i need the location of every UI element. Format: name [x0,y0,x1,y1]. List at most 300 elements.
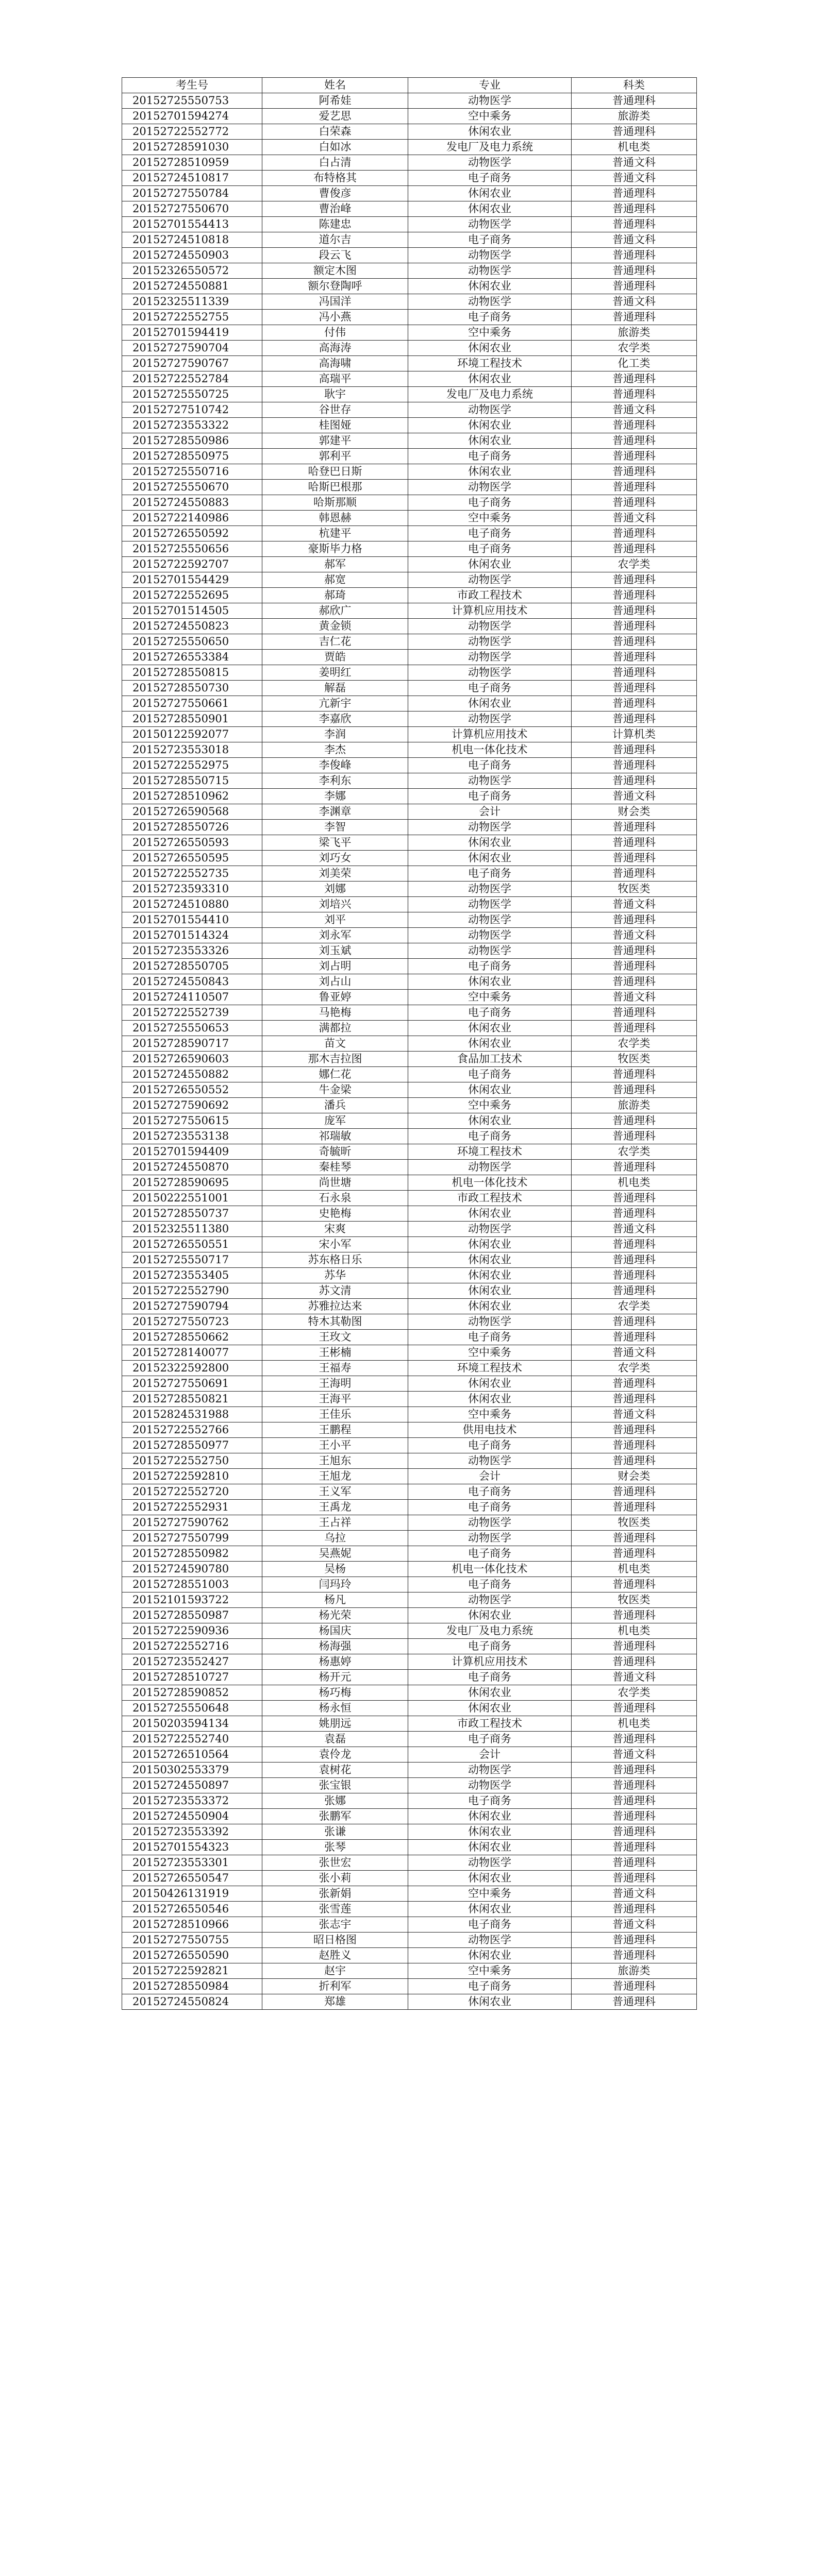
cell-major: 电子商务 [408,449,572,464]
cell-major: 电子商务 [408,232,572,248]
table-row [122,650,697,665]
cell-exam-id: 20152727510742 [122,402,262,418]
cell-major: 休闲农业 [408,1252,572,1268]
cell-major: 休闲农业 [408,1809,572,1824]
cell-name: 杨光荣 [262,1608,408,1623]
cell-category: 普通理科 [572,124,697,140]
cell-category: 普通理科 [572,711,697,727]
cell-exam-id: 20152728551003 [122,1577,262,1592]
cell-name: 郭利平 [262,449,408,464]
table-row [122,943,697,959]
cell-name: 王旭龙 [262,1469,408,1484]
cell-category: 普通理科 [572,851,697,866]
cell-category: 机电类 [572,1175,697,1191]
cell-category: 普通理科 [572,1577,697,1592]
cell-exam-id: 20152727550615 [122,1113,262,1129]
table-row [122,1082,697,1098]
cell-category: 牧医类 [572,1052,697,1067]
table-row [122,1685,697,1701]
cell-exam-id: 20152325511380 [122,1222,262,1237]
cell-category: 普通文科 [572,897,697,912]
cell-exam-id: 20152728510727 [122,1670,262,1685]
table-row [122,634,697,650]
cell-name: 郝军 [262,557,408,572]
table-row [122,402,697,418]
cell-category: 普通理科 [572,418,697,433]
table-row [122,1531,697,1546]
cell-name: 宋爽 [262,1222,408,1237]
cell-name: 王海明 [262,1376,408,1392]
cell-major: 空中乘务 [408,1407,572,1422]
cell-major: 环境工程技术 [408,1361,572,1376]
table-row [122,1330,697,1345]
table-row [122,1592,697,1608]
cell-name: 王旭东 [262,1453,408,1469]
table-row [122,789,697,804]
cell-category: 普通文科 [572,294,697,310]
cell-category: 普通理科 [572,588,697,603]
cell-major: 休闲农业 [408,1824,572,1840]
cell-category: 普通文科 [572,402,697,418]
cell-exam-id: 20152724550824 [122,1994,262,2010]
cell-category: 普通理科 [572,93,697,109]
cell-name: 杨开元 [262,1670,408,1685]
cell-exam-id: 20152322592800 [122,1361,262,1376]
cell-category: 普通理科 [572,1546,697,1562]
cell-major: 休闲农业 [408,557,572,572]
cell-name: 梁飞平 [262,835,408,851]
cell-exam-id: 20152724550882 [122,1067,262,1082]
cell-exam-id: 20152725550650 [122,634,262,650]
cell-major: 动物医学 [408,155,572,171]
cell-major: 电子商务 [408,1639,572,1654]
cell-major: 休闲农业 [408,1902,572,1917]
table-row [122,109,697,124]
cell-name: 张雪莲 [262,1902,408,1917]
cell-exam-id: 20152701554429 [122,572,262,588]
cell-major: 电子商务 [408,1732,572,1747]
cell-major: 电子商务 [408,1484,572,1500]
cell-category: 普通理科 [572,1484,697,1500]
table-row [122,1670,697,1685]
cell-exam-id: 20152724510817 [122,171,262,186]
cell-exam-id: 20152723553322 [122,418,262,433]
table-row [122,696,697,711]
cell-category: 旅游类 [572,1098,697,1113]
cell-category: 普通文科 [572,511,697,526]
cell-exam-id: 20152727590692 [122,1098,262,1113]
cell-major: 电子商务 [408,1438,572,1453]
cell-name: 郝欣广 [262,603,408,619]
table-row [122,1608,697,1623]
cell-name: 刘平 [262,912,408,928]
cell-major: 动物医学 [408,634,572,650]
cell-category: 普通理科 [572,217,697,232]
cell-major: 电子商务 [408,1067,572,1082]
cell-major: 休闲农业 [408,1948,572,1963]
cell-category: 普通理科 [572,1021,697,1036]
cell-exam-id: 20152724550904 [122,1809,262,1824]
cell-category: 普通理科 [572,1824,697,1840]
cell-category: 普通理科 [572,1376,697,1392]
cell-category: 普通文科 [572,171,697,186]
table-row [122,1005,697,1021]
column-header-category: 科类 [572,78,697,93]
table-row [122,480,697,495]
cell-category: 普通理科 [572,1701,697,1716]
cell-exam-id: 20152726550590 [122,1948,262,1963]
cell-name: 杨海强 [262,1639,408,1654]
cell-major: 休闲农业 [408,279,572,294]
cell-exam-id: 20152723553018 [122,742,262,758]
cell-major: 动物医学 [408,93,572,109]
cell-category: 普通理科 [572,526,697,541]
cell-name: 哈登巴日斯 [262,464,408,480]
table-row [122,541,697,557]
cell-exam-id: 20152727590704 [122,341,262,356]
cell-exam-id: 20152722140986 [122,511,262,526]
cell-category: 普通理科 [572,464,697,480]
cell-name: 桂图娅 [262,418,408,433]
cell-major: 计算机应用技术 [408,1654,572,1670]
table-row [122,882,697,897]
cell-category: 普通理科 [572,696,697,711]
cell-name: 额尔登陶呼 [262,279,408,294]
cell-name: 王玫文 [262,1330,408,1345]
cell-exam-id: 20152325511339 [122,294,262,310]
cell-category: 普通理科 [572,866,697,882]
cell-name: 李利东 [262,773,408,789]
cell-category: 普通理科 [572,1252,697,1268]
table-row [122,1654,697,1670]
cell-major: 休闲农业 [408,1392,572,1407]
cell-major: 休闲农业 [408,1237,572,1252]
cell-major: 休闲农业 [408,1268,572,1283]
cell-major: 电子商务 [408,1129,572,1144]
cell-name: 亢新宇 [262,696,408,711]
cell-category: 普通文科 [572,990,697,1005]
cell-name: 娜仁花 [262,1067,408,1082]
cell-name: 张小莉 [262,1871,408,1886]
cell-category: 普通理科 [572,480,697,495]
cell-major: 供用电技术 [408,1422,572,1438]
table-row [122,1036,697,1052]
cell-category: 机电类 [572,140,697,155]
cell-major: 休闲农业 [408,1206,572,1222]
cell-exam-id: 20152728550815 [122,665,262,681]
cell-name: 石永泉 [262,1191,408,1206]
table-row [122,1129,697,1144]
table-row [122,1917,697,1933]
cell-exam-id: 20152727550723 [122,1314,262,1330]
cell-major: 动物医学 [408,897,572,912]
cell-name: 杨巧梅 [262,1685,408,1701]
cell-name: 张世宏 [262,1855,408,1871]
cell-major: 空中乘务 [408,1345,572,1361]
cell-exam-id: 20152726553384 [122,650,262,665]
cell-category: 普通理科 [572,248,697,263]
cell-exam-id: 20152722590936 [122,1623,262,1639]
table-row [122,928,697,943]
cell-major: 发电厂及电力系统 [408,387,572,402]
cell-category: 普通理科 [572,820,697,835]
cell-major: 市政工程技术 [408,1716,572,1732]
cell-category: 计算机类 [572,727,697,742]
cell-category: 普通理科 [572,1608,697,1623]
cell-category: 普通理科 [572,495,697,511]
cell-name: 哈斯那顺 [262,495,408,511]
cell-exam-id: 20152725550716 [122,464,262,480]
cell-name: 马艳梅 [262,1005,408,1021]
cell-category: 普通理科 [572,572,697,588]
cell-category: 普通理科 [572,1129,697,1144]
cell-exam-id: 20152728591030 [122,140,262,155]
table-header-row [122,78,697,93]
cell-category: 普通理科 [572,1855,697,1871]
cell-category: 普通文科 [572,1747,697,1762]
cell-name: 张娜 [262,1793,408,1809]
cell-name: 谷世存 [262,402,408,418]
cell-name: 折利军 [262,1979,408,1994]
cell-exam-id: 20152701554323 [122,1840,262,1855]
cell-exam-id: 20152728550662 [122,1330,262,1345]
cell-major: 动物医学 [408,1778,572,1793]
cell-name: 曹俊彦 [262,186,408,201]
cell-exam-id: 20152824531988 [122,1407,262,1422]
cell-name: 韩恩赫 [262,511,408,526]
cell-name: 昭日格图 [262,1933,408,1948]
table-row [122,341,697,356]
table-row [122,1933,697,1948]
cell-major: 食品加工技术 [408,1052,572,1067]
cell-name: 付伟 [262,325,408,341]
cell-major: 动物医学 [408,928,572,943]
cell-name: 曹治峰 [262,201,408,217]
cell-exam-id: 20152725550648 [122,1701,262,1716]
table-row [122,1948,697,1963]
admission-roster-table [122,77,697,2010]
table-row [122,1252,697,1268]
cell-major: 电子商务 [408,1670,572,1685]
cell-exam-id: 20152728510962 [122,789,262,804]
cell-category: 普通理科 [572,1500,697,1515]
cell-exam-id: 20152728510959 [122,155,262,171]
cell-name: 杭建平 [262,526,408,541]
cell-name: 白占清 [262,155,408,171]
table-row [122,1716,697,1732]
cell-category: 普通理科 [572,1392,697,1407]
cell-major: 电子商务 [408,1500,572,1515]
cell-exam-id: 20152724550843 [122,974,262,990]
table-row [122,1175,697,1191]
table-row [122,1052,697,1067]
cell-major: 电子商务 [408,866,572,882]
cell-major: 电子商务 [408,1577,572,1592]
cell-name: 郭建平 [262,433,408,449]
cell-name: 耿宇 [262,387,408,402]
cell-name: 李俊峰 [262,758,408,773]
cell-major: 电子商务 [408,1979,572,1994]
table-row [122,897,697,912]
table-row [122,1577,697,1592]
cell-exam-id: 20152701554413 [122,217,262,232]
cell-major: 电子商务 [408,541,572,557]
cell-major: 电子商务 [408,171,572,186]
table-row [122,140,697,155]
cell-category: 普通理科 [572,974,697,990]
cell-major: 电子商务 [408,1917,572,1933]
cell-exam-id: 20152728590695 [122,1175,262,1191]
cell-exam-id: 20152722552750 [122,1453,262,1469]
cell-category: 普通理科 [572,650,697,665]
cell-major: 动物医学 [408,1515,572,1531]
table-row [122,511,697,526]
cell-exam-id: 20152728550737 [122,1206,262,1222]
cell-exam-id: 20152724110507 [122,990,262,1005]
cell-exam-id: 20152101593722 [122,1592,262,1608]
cell-exam-id: 20152726550547 [122,1871,262,1886]
cell-category: 财会类 [572,804,697,820]
table-row [122,1623,697,1639]
table-row [122,171,697,186]
cell-major: 发电厂及电力系统 [408,1623,572,1639]
cell-category: 旅游类 [572,325,697,341]
cell-major: 休闲农业 [408,1701,572,1716]
cell-category: 普通理科 [572,1933,697,1948]
table-row [122,1392,697,1407]
cell-category: 普通理科 [572,1113,697,1129]
table-row [122,1747,697,1762]
table-row [122,557,697,572]
cell-major: 休闲农业 [408,1113,572,1129]
cell-category: 普通理科 [572,1531,697,1546]
cell-name: 刘占明 [262,959,408,974]
cell-exam-id: 20152727590794 [122,1299,262,1314]
cell-major: 动物医学 [408,665,572,681]
cell-category: 普通文科 [572,789,697,804]
table-row [122,974,697,990]
cell-category: 机电类 [572,1716,697,1732]
cell-name: 王海平 [262,1392,408,1407]
cell-exam-id: 20152701514505 [122,603,262,619]
cell-exam-id: 20152722552695 [122,588,262,603]
cell-name: 张志宇 [262,1917,408,1933]
table-row [122,1144,697,1160]
cell-name: 袁树花 [262,1762,408,1778]
cell-category: 普通文科 [572,1222,697,1237]
cell-major: 休闲农业 [408,696,572,711]
cell-name: 张新娟 [262,1886,408,1902]
cell-exam-id: 20152724550897 [122,1778,262,1793]
cell-category: 普通理科 [572,279,697,294]
cell-major: 动物医学 [408,650,572,665]
cell-name: 贾皓 [262,650,408,665]
cell-category: 普通理科 [572,1191,697,1206]
cell-exam-id: 20152726590603 [122,1052,262,1067]
table-row [122,1113,697,1129]
cell-major: 休闲农业 [408,341,572,356]
cell-exam-id: 20152701554410 [122,912,262,928]
cell-exam-id: 20152727550661 [122,696,262,711]
table-row [122,1994,697,2010]
cell-major: 动物医学 [408,1762,572,1778]
table-row [122,1361,697,1376]
table-row [122,1206,697,1222]
cell-exam-id: 20152726550546 [122,1902,262,1917]
cell-category: 农学类 [572,1685,697,1701]
cell-name: 郝宽 [262,572,408,588]
cell-major: 发电厂及电力系统 [408,140,572,155]
cell-major: 动物医学 [408,882,572,897]
cell-major: 动物医学 [408,912,572,928]
table-row [122,155,697,171]
table-row [122,711,697,727]
cell-name: 袁伶龙 [262,1747,408,1762]
cell-exam-id: 20152722552931 [122,1500,262,1515]
cell-major: 休闲农业 [408,1082,572,1098]
cell-category: 普通理科 [572,959,697,974]
cell-name: 刘巧女 [262,851,408,866]
cell-name: 解磊 [262,681,408,696]
cell-exam-id: 20152728140077 [122,1345,262,1361]
table-row [122,1067,697,1082]
cell-name: 阿希娃 [262,93,408,109]
cell-name: 冯小燕 [262,310,408,325]
table-row [122,1546,697,1562]
table-row [122,1453,697,1469]
cell-exam-id: 20152723553301 [122,1855,262,1871]
cell-major: 休闲农业 [408,1283,572,1299]
cell-category: 普通理科 [572,773,697,789]
table-row [122,325,697,341]
cell-name: 杨国庆 [262,1623,408,1639]
cell-major: 动物医学 [408,294,572,310]
cell-exam-id: 20152723552427 [122,1654,262,1670]
cell-category: 普通理科 [572,1268,697,1283]
cell-exam-id: 20152722552716 [122,1639,262,1654]
cell-category: 农学类 [572,1361,697,1376]
table-row [122,1222,697,1237]
cell-category: 普通理科 [572,541,697,557]
cell-name: 张鹏军 [262,1809,408,1824]
cell-major: 动物医学 [408,943,572,959]
cell-major: 动物医学 [408,619,572,634]
table-row [122,665,697,681]
table-row [122,464,697,480]
cell-exam-id: 20152723553138 [122,1129,262,1144]
cell-exam-id: 20152723553372 [122,1793,262,1809]
cell-name: 苏雅拉达来 [262,1299,408,1314]
table-row [122,1732,697,1747]
cell-name: 那木吉拉图 [262,1052,408,1067]
cell-name: 苏东格日乐 [262,1252,408,1268]
cell-major: 动物医学 [408,820,572,835]
cell-major: 电子商务 [408,1330,572,1345]
cell-category: 旅游类 [572,1963,697,1979]
cell-name: 高海涛 [262,341,408,356]
cell-major: 电子商务 [408,310,572,325]
cell-exam-id: 20152725550753 [122,93,262,109]
table-row [122,93,697,109]
cell-category: 财会类 [572,1469,697,1484]
cell-name: 王福寿 [262,1361,408,1376]
cell-name: 李杰 [262,742,408,758]
cell-major: 动物医学 [408,711,572,727]
cell-major: 机电一体化技术 [408,1175,572,1191]
cell-category: 普通理科 [572,1005,697,1021]
table-row [122,619,697,634]
table-row [122,773,697,789]
